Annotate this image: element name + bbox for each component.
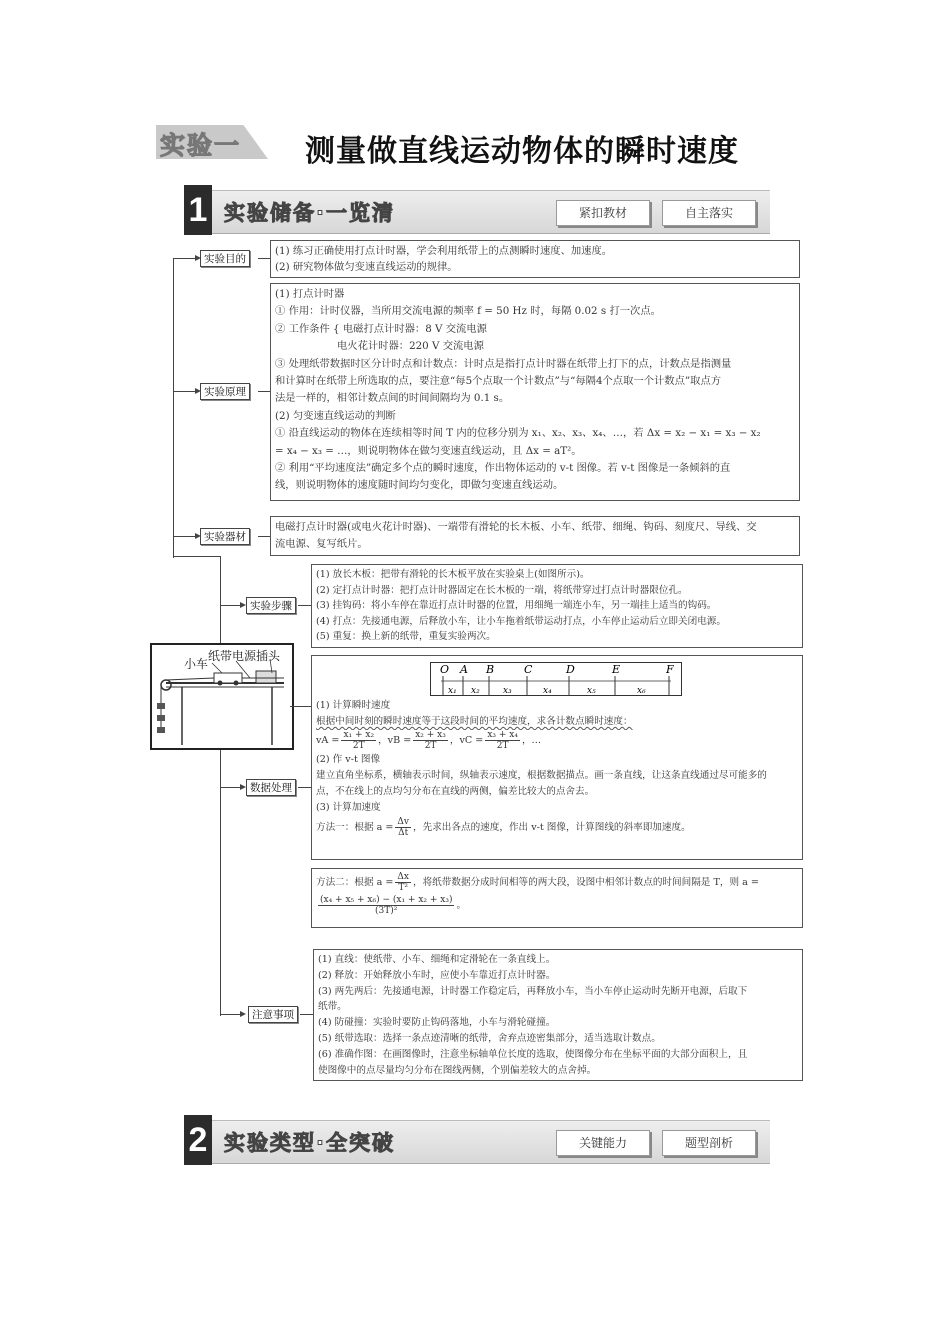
- tape-point-label: A: [460, 663, 468, 676]
- vb-fraction: [413, 730, 448, 751]
- equipment-box: [270, 516, 800, 556]
- m2-fraction-2: [318, 895, 454, 916]
- method-two: [316, 871, 798, 895]
- tape-diagram: [430, 662, 682, 696]
- method-two-formula: [316, 895, 798, 923]
- vc-fraction: [485, 730, 520, 751]
- va-label: vA =: [316, 735, 340, 746]
- notes-line: 使图像中的点尽量均匀分布在图线两侧，个别偏差较大的点舍掉。: [318, 1064, 597, 1076]
- data-box: [311, 655, 803, 860]
- notes-box: [313, 949, 803, 1081]
- tape-drawing: [431, 663, 681, 697]
- data-label: 数据处理: [246, 779, 296, 796]
- branch-lower: [173, 556, 221, 557]
- vc-num: x₃ + x₄: [487, 730, 518, 740]
- self-study-button[interactable]: 自主落实: [662, 200, 756, 226]
- principle-line: 和计算时在纸带上所选取的点，要注意“每5个点取一个计数点”与“每隔4个点取一个计数点”取点方: [275, 375, 722, 388]
- notes-line: (3) 两先两后：先接通电源，计时器工作稳定后，再释放小车，当小车停止运动时先断开电源，后取下: [318, 985, 748, 997]
- data-line: (1) 计算瞬时速度: [316, 700, 391, 711]
- m1-den: Δt: [398, 828, 409, 838]
- data-line: (3) 计算加速度: [316, 802, 381, 813]
- m2-end: 。: [456, 900, 467, 911]
- tape-point-label: O: [440, 663, 450, 676]
- equipment-line: 电磁打点计时器(或电火花计时器)、一端带有滑轮的长木板、小车、纸带、细绳、钩码、刻度尺、导线、交: [275, 521, 757, 533]
- steps-line: (1) 放长木板：把带有滑轮的长木板平放在实验桌上(如图所示)。: [316, 569, 590, 580]
- m1-suffix: ，先求出各点的速度，作出 v-t 图像，计算图线的斜率即加速度。: [413, 822, 691, 833]
- section-1-bar: [184, 190, 770, 234]
- arrow-icon: [240, 1011, 246, 1017]
- tape-point-label: E: [612, 663, 621, 676]
- connector: [258, 391, 270, 392]
- m2-num: Δx: [397, 872, 409, 882]
- connector: [298, 605, 312, 606]
- data-box-method-two: [311, 868, 803, 928]
- vb-den: 2T: [424, 741, 437, 751]
- notes-line: (6) 准确作图：在画图像时，注意坐标轴单位长度的选取，使图像分布在坐标平面的大部分面积上，且: [318, 1048, 748, 1060]
- car-label: 小车: [184, 657, 209, 671]
- equipment-label: 实验器材: [200, 528, 250, 545]
- m1-num: Δv: [397, 817, 410, 827]
- principle-line: 电火花计时器：220 V 交流电源: [337, 340, 484, 353]
- key-ability-button[interactable]: 关键能力: [556, 1130, 650, 1156]
- method-one: [316, 816, 798, 840]
- branch-principle: [173, 391, 197, 392]
- section-2-number: 2: [184, 1115, 212, 1165]
- figure-connector: [290, 706, 312, 707]
- m2-suffix: ，将纸带数据分成时间相等的两大段，设图中相邻计数点的时间间隔是 T，则 a =: [413, 877, 759, 888]
- m2-den: T²: [398, 883, 409, 893]
- notes-label: 注意事项: [248, 1006, 298, 1023]
- tape-segment-label: x₄: [543, 686, 552, 696]
- va-den: 2T: [352, 741, 365, 751]
- vc-label: ，vC =: [449, 735, 484, 746]
- steps-label: 实验步骤: [246, 597, 296, 614]
- va-num: x₁ + x₂: [343, 730, 375, 740]
- m2-prefix: 方法二：根据 a =: [316, 877, 394, 888]
- textbook-button[interactable]: 紧扣教材: [556, 200, 650, 226]
- tape-point-label: B: [486, 663, 495, 676]
- m2-fraction: [395, 872, 411, 893]
- tape-segment-label: x₃: [503, 686, 512, 696]
- steps-line: (2) 定打点计时器：把打点计时器固定在长木板的一端，将纸带穿过打点计时器限位孔。: [316, 584, 688, 596]
- branch-data: [220, 787, 242, 788]
- steps-line: (4) 打点：先接通电源，后释放小车，让小车拖着纸带运动打点，小车停止运动后立即关闭电源。: [316, 615, 726, 627]
- equipment-line: 流电源、复写纸片。: [275, 538, 368, 550]
- principle-line: (1) 打点计时器: [275, 288, 345, 300]
- steps-box: [311, 564, 803, 648]
- data-line: [316, 714, 798, 730]
- section-2-title: 实验类型·全突破: [224, 1131, 395, 1155]
- notes-line: (4) 防碰撞：实验时要防止钩码落地，小车与滑轮碰撞。: [318, 1017, 556, 1029]
- principle-line: 线，则说明物体的速度随时间均匀变化，即做匀变速直线运动。: [275, 479, 564, 492]
- m2-num-2: (x₄ + x₅ + x₆) − (x₁ + x₂ + x₃): [320, 895, 453, 905]
- principle-line: ② 利用“平均速度法”确定多个点的瞬时速度，作出物体运动的 v-t 图像。若 v-t 图像是一条倾斜的直: [275, 462, 731, 475]
- m2-den-2: (3T)²: [375, 906, 398, 916]
- purpose-label: 实验目的: [200, 250, 250, 267]
- vb-label: ，vB =: [378, 735, 412, 746]
- purpose-box: [270, 240, 800, 278]
- tree-trunk-upper: [173, 258, 174, 558]
- title-tag: 实验一: [160, 131, 242, 160]
- plug-label: 电源插头: [232, 649, 281, 663]
- principle-box: [270, 283, 800, 501]
- principle-line: ② 工作条件 { 电磁打点计时器：8 V 交流电源: [275, 322, 487, 335]
- notes-line: (1) 直线：使纸带、小车、细绳和定滑轮在一条直线上。: [318, 954, 556, 965]
- data-line: 建立直角坐标系，横轴表示时间，纵轴表示速度，根据数据描点。画一条直线，让这条直线通过尽可能多的: [316, 770, 767, 781]
- connector: [258, 536, 270, 537]
- section-1-title: 实验储备·一览清: [224, 201, 395, 225]
- tape-point-label: F: [666, 663, 674, 676]
- question-analysis-button[interactable]: 题型剖析: [662, 1130, 756, 1156]
- tape-segment-label: x₆: [637, 686, 646, 696]
- connector: [258, 258, 270, 259]
- branch-steps: [220, 605, 242, 606]
- m1-prefix: 方法一：根据 a =: [316, 822, 394, 833]
- principle-label: 实验原理: [200, 383, 250, 400]
- tape-segment-label: x₅: [587, 686, 596, 696]
- connector: [298, 787, 312, 788]
- principle-line: ① 作用：计时仪器，当所用交流电源的频率 f = 50 Hz 时，每隔 0.02 s 打一次点。: [275, 305, 661, 318]
- tape-segment-label: x₁: [448, 686, 457, 696]
- steps-line: (5) 重复：换上新的纸带，重复实验两次。: [316, 631, 496, 643]
- vc-den: 2T: [496, 741, 509, 751]
- tape-segment-label: x₂: [471, 686, 480, 696]
- va-fraction: [341, 730, 376, 751]
- notes-line: (2) 释放：开始释放小车时，应使小车靠近打点计时器。: [318, 969, 556, 981]
- data-line: 点，不在线上的点均匀分布在直线的两侧，偏差比较大的点舍去。: [316, 786, 595, 797]
- connector: [300, 1014, 314, 1015]
- steps-line: (3) 挂钩码：将小车停在靠近打点计时器的位置，用细绳一端连小车，另一端挂上适当的钩码。: [316, 600, 717, 612]
- data-line: (2) 作 v-t 图像: [316, 754, 381, 765]
- branch-equipment: [173, 536, 197, 537]
- section-2-bar: [184, 1120, 770, 1164]
- velocity-formulas: [316, 730, 798, 752]
- branch-purpose: [173, 258, 197, 259]
- section-1-number: 1: [184, 185, 212, 235]
- tree-trunk-lower: [220, 556, 221, 1016]
- m1-fraction: [395, 817, 411, 838]
- principle-line: ① 沿直线运动的物体在连续相等时间 T 内的位移分别为 x₁、x₂、x₃、x₄、…，若 Δx = x₂ − x₁ = x₃ − x₂: [275, 427, 761, 440]
- purpose-line: (1) 练习正确使用打点计时器，学会利用纸带上的点测瞬时速度、加速度。: [275, 245, 613, 257]
- tape-point-label: C: [524, 663, 533, 676]
- data-rule-text: 根据中间时刻的瞬时速度等于这段时间的平均速度，求各计数点瞬时速度：: [316, 716, 633, 727]
- page-title: 测量做直线运动物体的瞬时速度: [305, 134, 739, 169]
- tape-label: 纸带: [208, 649, 233, 663]
- purpose-line: (2) 研究物体做匀变速直线运动的规律。: [275, 261, 458, 273]
- apparatus-figure: [150, 643, 294, 750]
- vb-num: x₂ + x₃: [415, 730, 446, 740]
- principle-line: ③ 处理纸带数据时区分计时点和计数点：计时点是指打点计时器在纸带上打下的点，计数点是指测量: [275, 357, 732, 370]
- principle-line: (2) 匀变速直线运动的判断: [275, 409, 396, 422]
- notes-line: 纸带。: [318, 1001, 347, 1013]
- principle-line: = x₄ − x₃ = …，则说明物体在做匀变速直线运动，且 Δx = aT²。: [275, 444, 582, 457]
- principle-line: 法是一样的，相邻计数点间的时间间隔均为 0.1 s。: [275, 392, 510, 405]
- notes-line: (5) 纸带选取：选择一条点迹清晰的纸带，舍弃点迹密集部分，适当选取计数点。: [318, 1032, 661, 1044]
- branch-notes: [220, 1014, 242, 1015]
- tape-point-label: D: [566, 663, 575, 676]
- v-ellipsis: ，…: [521, 735, 542, 746]
